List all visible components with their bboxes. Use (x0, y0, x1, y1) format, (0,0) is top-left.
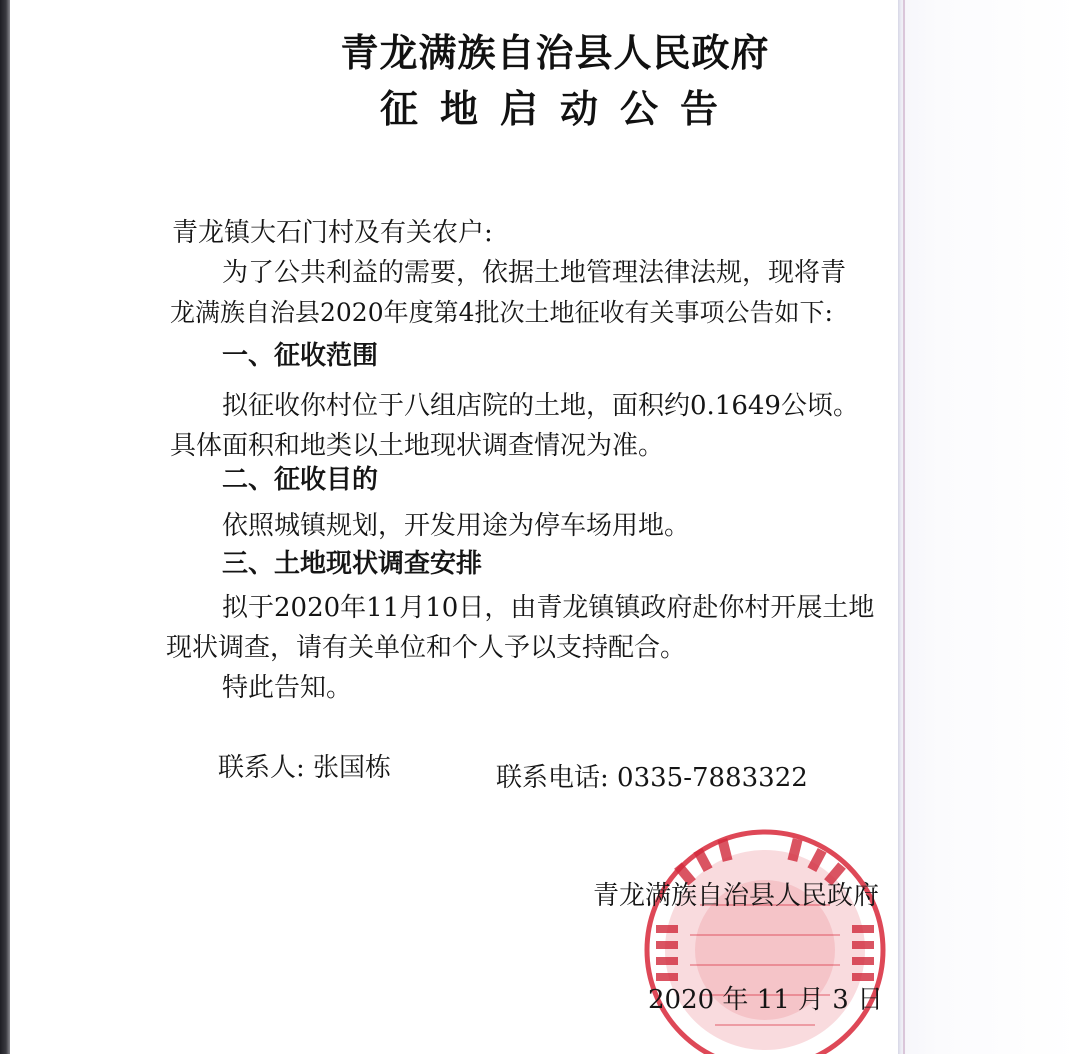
section2-heading: 二、征收目的 (222, 465, 379, 495)
section3-heading: 三、土地现状调查安排 (222, 549, 483, 579)
intro-line-2: 龙满族自治县2020年度第4批次土地征收有关事项公告如下: (170, 298, 833, 327)
section1-line-1: 拟征收你村位于八组店院的土地，面积约0.1649公顷。 (222, 391, 859, 421)
contact-phone: 联系电话: 0335-7883322 (496, 763, 808, 793)
closing-text: 特此告知。 (222, 673, 353, 703)
addressee: 青龙镇大石门村及有关农户: (172, 218, 493, 248)
scan-right-margin (898, 0, 1080, 1054)
official-seal-stamp (640, 825, 890, 1054)
issuer-signature: 青龙满族自治县人民政府 (593, 881, 880, 911)
section2-line-1: 依照城镇规划，开发用途为停车场用地。 (222, 511, 691, 541)
scan-left-edge (0, 0, 10, 1054)
section1-heading: 一、征收范围 (222, 341, 379, 371)
issue-date: 2020 年 11 月 3 日 (648, 985, 884, 1015)
contact-person: 联系人: 张国栋 (218, 753, 392, 783)
page-fold-line (903, 0, 905, 1054)
intro-line-1: 为了公共利益的需要，依据土地管理法律法规，现将青 (222, 258, 847, 288)
document-title-notice: 征地启动公告 (379, 87, 740, 131)
section3-line-2: 现状调查，请有关单位和个人予以支持配合。 (166, 633, 687, 663)
section3-line-1: 拟于2020年11月10日，由青龙镇镇政府赴你村开展土地 (222, 593, 875, 623)
document-title-issuer: 青龙满族自治县人民政府 (340, 31, 770, 75)
section1-line-2: 具体面积和地类以土地现状调查情况为准。 (170, 431, 665, 461)
